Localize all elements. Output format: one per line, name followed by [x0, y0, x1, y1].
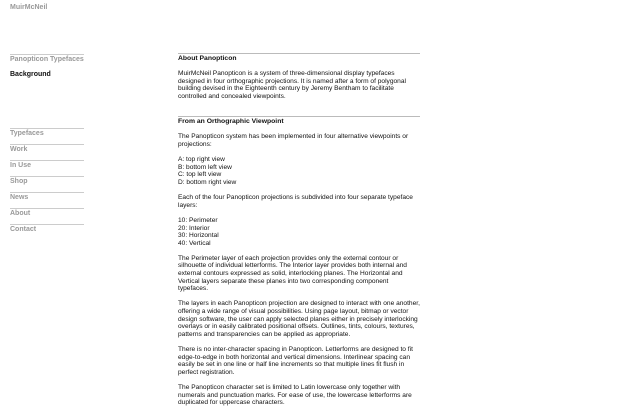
- nav-item-about[interactable]: About: [10, 208, 84, 224]
- article-content: [178, 53, 420, 414]
- list-item: 30: Horizontal: [178, 232, 219, 240]
- content-section: [178, 53, 420, 100]
- site-logo[interactable]: MuirMcNeil: [10, 4, 48, 11]
- list-item: D: bottom right view: [178, 178, 237, 186]
- list-item: 10: Perimeter: [178, 216, 218, 224]
- list-item: 40: Vertical: [178, 239, 211, 247]
- list-item: C: top left view: [178, 171, 222, 179]
- paragraph: The Perimeter layer of each projection provides only the external contour or silhouette of individual letterforms. The Interior layer provides both internal and external contours expressed as solid, interlocking planes. The Horizontal and Vertical layers separate these planes into two corresponding component typefaces.: [178, 254, 407, 293]
- main-navigation: [10, 128, 84, 240]
- list-item: A: top right view: [178, 156, 225, 164]
- paragraph: The Panopticon character set is limited to Latin lowercase only together with numerals and punctuation marks. For ease of use, the lowercase letterforms are duplicated for uppercase characters.: [178, 383, 412, 407]
- list-item: B: bottom left view: [178, 163, 232, 171]
- sub-navigation: [10, 54, 84, 84]
- content-section: [178, 116, 420, 406]
- paragraph: Each of the four Panopticon projections is subdivided into four separate typeface layers:: [178, 194, 413, 209]
- nav-item-panopticon-typefaces[interactable]: Panopticon Typefaces: [10, 54, 84, 69]
- text-list: [178, 217, 420, 247]
- paragraph: MuirMcNeil Panopticon is a system of three-dimensional display typefaces designed in four orthographic projections. It is named after a form of polygonal building devised in the Eighteenth century by Jeremy Bentham to facilitate controlled and concealed viewpoints.: [178, 70, 406, 100]
- nav-item-news[interactable]: News: [10, 192, 84, 208]
- nav-item-shop[interactable]: Shop: [10, 176, 84, 192]
- section-heading: About Panopticon: [178, 55, 237, 62]
- nav-item-contact[interactable]: Contact: [10, 224, 84, 240]
- nav-item-typefaces[interactable]: Typefaces: [10, 128, 84, 144]
- list-item: 20: Interior: [178, 224, 210, 232]
- paragraph: The Panopticon system has been implemented in four alternative viewpoints or projections:: [178, 133, 409, 148]
- section-heading: From an Orthographic Viewpoint: [178, 118, 284, 126]
- nav-item-in-use[interactable]: In Use: [10, 160, 84, 176]
- text-list: [178, 156, 420, 186]
- nav-item-background[interactable]: Background: [10, 69, 84, 84]
- nav-item-work[interactable]: Work: [10, 144, 84, 160]
- paragraph: There is no inter-character spacing in Panopticon. Letterforms are designed to fit edge-to-edge in both horizontal and vertical dimensions. Interlinear spacing can easily be set in one line or half line increments so that multiple lines fit flush in perfect registration.: [178, 346, 413, 376]
- paragraph: The layers in each Panopticon projection are designed to interact with one another, offering a wide range of visual possibilities. Using page layout, bitmap or vector design software, the user can apply selected planes either in precisely interlocking overlays or in easily calibrated positional offsets. Outlines, tints, colours, textures, patterns and transparencies can be applied as appropriate.: [178, 300, 420, 338]
